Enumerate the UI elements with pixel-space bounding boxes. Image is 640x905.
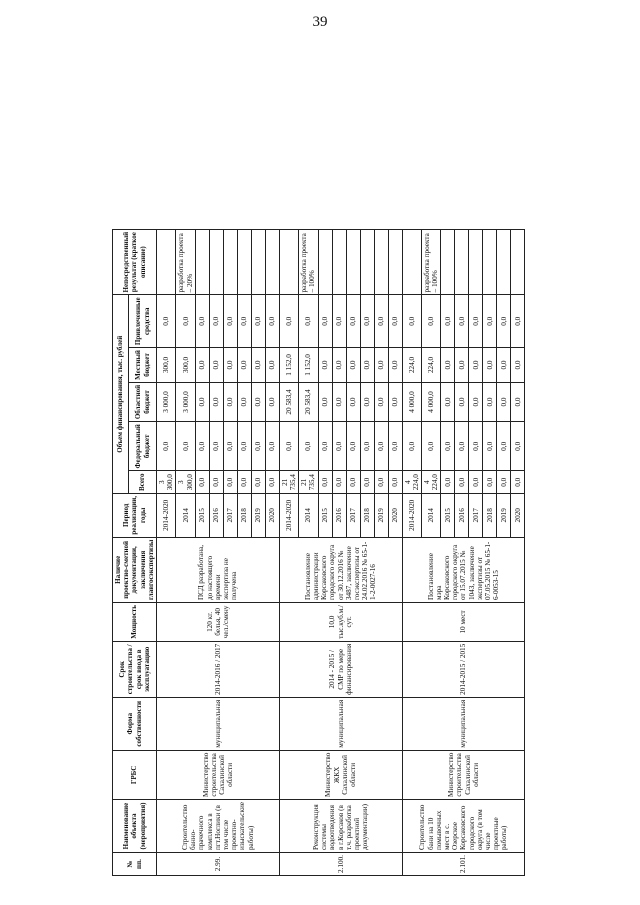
cell-regional: 0,0 (195, 382, 209, 421)
project-number: 2.100. (279, 853, 402, 876)
cell-regional: 0,0 (374, 382, 388, 421)
cell-result (511, 229, 525, 295)
cell-period: 2018 (483, 493, 497, 537)
cell-local: 0,0 (511, 348, 525, 383)
cell-other: 0,0 (388, 295, 402, 348)
cell-regional: 0,0 (483, 382, 497, 421)
cell-other: 0,0 (332, 295, 346, 348)
cell-period: 2020 (265, 493, 279, 537)
cell-other: 0,0 (497, 295, 511, 348)
project-capacity: 10 мест (402, 603, 525, 642)
cell-total: 0,0 (360, 471, 374, 493)
header-local: Местный бюджет (129, 348, 157, 383)
cell-result (223, 229, 237, 295)
cell-federal: 0,0 (299, 422, 318, 471)
cell-period: 2019 (251, 493, 265, 537)
cell-local: 0,0 (251, 348, 265, 383)
cell-regional: 0,0 (237, 382, 251, 421)
cell-local: 0,0 (441, 348, 455, 383)
project-name: Строительство банно-прачечного комплекса в пгт.Ноглики (в том числе проектно-изыскательские работы) (157, 800, 280, 853)
cell-period: 2017 (346, 493, 360, 537)
cell-other: 0,0 (360, 295, 374, 348)
cell-total: 0,0 (511, 471, 525, 493)
header-financing: Объем финансирования, тыс. рублей (113, 295, 129, 494)
cell-total: 0,0 (251, 471, 265, 493)
cell-regional: 3 000,0 (157, 382, 176, 421)
cell-federal: 0,0 (251, 422, 265, 471)
cell-period: 2020 (511, 493, 525, 537)
cell-local: 300,0 (157, 348, 176, 383)
cell-federal: 0,0 (455, 422, 469, 471)
cell-federal: 0,0 (497, 422, 511, 471)
project-name: Строительство бани на 10 помывочных мест в с. Озерское Корсаковского городского округа (в том числе проектные работы) (402, 800, 525, 853)
cell-other: 0,0 (374, 295, 388, 348)
cell-federal: 0,0 (441, 422, 455, 471)
cell-local: 0,0 (346, 348, 360, 383)
cell-local: 0,0 (209, 348, 223, 383)
cell-result (469, 229, 483, 295)
cell-other: 0,0 (318, 295, 332, 348)
table-row (402, 229, 421, 875)
header-regional: Областной бюджет (129, 382, 157, 421)
cell-local: 0,0 (265, 348, 279, 383)
project-docs: Постановление мэра Корсаковского городского округа от 15.07.2015 № 1043, заключение экспертизы от 07.05.2015 № 65-1-6-0053-15 (402, 537, 525, 602)
cell-local: 1 152,0 (299, 348, 318, 383)
cell-other: 0,0 (251, 295, 265, 348)
cell-total: 0,0 (209, 471, 223, 493)
cell-other: 0,0 (176, 295, 195, 348)
cell-total: 4 224,0 (402, 471, 421, 493)
cell-local: 0,0 (388, 348, 402, 383)
cell-result (209, 229, 223, 295)
cell-other: 0,0 (402, 295, 421, 348)
cell-local: 0,0 (318, 348, 332, 383)
cell-other: 0,0 (195, 295, 209, 348)
cell-local: 0,0 (374, 348, 388, 383)
cell-regional: 0,0 (265, 382, 279, 421)
cell-local: 224,0 (422, 348, 441, 383)
cell-total: 0,0 (195, 471, 209, 493)
financing-table (112, 229, 525, 876)
project-ownership: муниципальная (402, 697, 525, 750)
cell-result (388, 229, 402, 295)
cell-other: 0,0 (223, 295, 237, 348)
cell-regional: 0,0 (360, 382, 374, 421)
cell-total: 0,0 (265, 471, 279, 493)
cell-regional: 0,0 (388, 382, 402, 421)
header-result: Непосредственный результат (краткое описание) (113, 229, 157, 295)
cell-period: 2014 (176, 493, 195, 537)
header-period: Период реализации, годы (113, 493, 157, 537)
cell-period: 2014-2020 (402, 493, 421, 537)
cell-total: 0,0 (237, 471, 251, 493)
project-capacity: 120 кг. белья, 40 чел./смену (157, 603, 280, 642)
project-grbs: Министерство ЖКХ Сахалинской области (279, 750, 402, 799)
cell-regional: 0,0 (332, 382, 346, 421)
cell-local: 0,0 (360, 348, 374, 383)
project-name: Реконструкция системы водоотведения в г.Корсаков (в т.ч. разработка проектной документации) (279, 800, 402, 853)
cell-local: 0,0 (483, 348, 497, 383)
cell-other: 0,0 (279, 295, 298, 348)
cell-other: 0,0 (483, 295, 497, 348)
header-capacity: Мощность (113, 603, 157, 642)
cell-period: 2014-2020 (279, 493, 298, 537)
cell-result (402, 229, 421, 295)
cell-result (455, 229, 469, 295)
cell-local: 1 152,0 (279, 348, 298, 383)
cell-result: разработка проекта – 100% (422, 229, 441, 295)
cell-result (497, 229, 511, 295)
cell-regional: 4 000,0 (422, 382, 441, 421)
cell-total: 4 224,0 (422, 471, 441, 493)
cell-other: 0,0 (237, 295, 251, 348)
cell-total: 0,0 (374, 471, 388, 493)
cell-other: 0,0 (441, 295, 455, 348)
cell-federal: 0,0 (195, 422, 209, 471)
cell-federal: 0,0 (402, 422, 421, 471)
cell-result (441, 229, 455, 295)
cell-other: 0,0 (265, 295, 279, 348)
cell-regional: 0,0 (455, 382, 469, 421)
cell-total: 0,0 (318, 471, 332, 493)
cell-federal: 0,0 (346, 422, 360, 471)
cell-period: 2017 (469, 493, 483, 537)
cell-federal: 0,0 (469, 422, 483, 471)
cell-total: 0,0 (455, 471, 469, 493)
cell-federal: 0,0 (422, 422, 441, 471)
cell-total: 3 300,0 (176, 471, 195, 493)
cell-result (265, 229, 279, 295)
table-row (279, 229, 298, 875)
cell-total: 21 735,4 (299, 471, 318, 493)
cell-result (251, 229, 265, 295)
cell-total: 21 735,4 (279, 471, 298, 493)
cell-period: 2018 (237, 493, 251, 537)
cell-period: 2018 (360, 493, 374, 537)
cell-other: 0,0 (455, 295, 469, 348)
header-no: № пп. (113, 853, 157, 876)
project-grbs: Министерство строительства Сахалинской области (402, 750, 525, 799)
project-term: 2014-2016 / 2017 (157, 641, 280, 697)
cell-federal: 0,0 (483, 422, 497, 471)
cell-period: 2019 (374, 493, 388, 537)
cell-period: 2017 (223, 493, 237, 537)
cell-total: 0,0 (441, 471, 455, 493)
header-federal: Федеральный бюджет (129, 422, 157, 471)
project-ownership: муниципальная (157, 697, 280, 750)
cell-other: 0,0 (511, 295, 525, 348)
header-grbs: ГРБС (113, 750, 157, 799)
cell-local: 0,0 (237, 348, 251, 383)
cell-regional: 20 583,4 (279, 382, 298, 421)
cell-period: 2019 (497, 493, 511, 537)
project-docs: Постановление администрации Корсаковского городского округа от 30.12.2016 № 3487, заключение госэкспертизы от 24.02.2016 № 65-1-1-2-0027-16 (279, 537, 402, 602)
cell-period: 2015 (318, 493, 332, 537)
project-grbs: Министерство строительства Сахалинской области (157, 750, 280, 799)
cell-federal: 0,0 (279, 422, 298, 471)
project-number: 2.99. (157, 853, 280, 876)
cell-local: 0,0 (223, 348, 237, 383)
cell-federal: 0,0 (511, 422, 525, 471)
cell-total: 0,0 (388, 471, 402, 493)
cell-period: 2015 (195, 493, 209, 537)
cell-other: 0,0 (346, 295, 360, 348)
rotated-table-holder (112, 229, 525, 876)
cell-regional: 0,0 (346, 382, 360, 421)
cell-total: 0,0 (497, 471, 511, 493)
cell-local: 0,0 (332, 348, 346, 383)
cell-local: 0,0 (455, 348, 469, 383)
cell-federal: 0,0 (360, 422, 374, 471)
project-ownership: муниципальная (279, 697, 402, 750)
cell-period: 2016 (209, 493, 223, 537)
cell-result (374, 229, 388, 295)
cell-total: 0,0 (332, 471, 346, 493)
project-term: 2014 - 2015 / СМР по мере финансирования (279, 641, 402, 697)
cell-regional: 0,0 (209, 382, 223, 421)
header-other: Привлеченные средства (129, 295, 157, 348)
cell-other: 0,0 (299, 295, 318, 348)
cell-result (237, 229, 251, 295)
cell-federal: 0,0 (237, 422, 251, 471)
cell-federal: 0,0 (157, 422, 176, 471)
cell-regional: 0,0 (469, 382, 483, 421)
project-capacity: 10,0 тыс.куб.м./сут. (279, 603, 402, 642)
cell-total: 3 300,0 (157, 471, 176, 493)
cell-result (346, 229, 360, 295)
cell-total: 0,0 (483, 471, 497, 493)
cell-period: 2014 (422, 493, 441, 537)
cell-federal: 0,0 (388, 422, 402, 471)
header-docs: Наличие проектно-сметной документации, заключения главгосэкспертизы (113, 537, 157, 602)
header-ownership: Форма собственности (113, 697, 157, 750)
cell-federal: 0,0 (223, 422, 237, 471)
cell-result (332, 229, 346, 295)
cell-result (360, 229, 374, 295)
cell-regional: 0,0 (497, 382, 511, 421)
page-number: 39 (312, 14, 328, 30)
project-number: 2.101. (402, 853, 525, 876)
header-name: Наименование объекта (мероприятия) (113, 800, 157, 853)
cell-federal: 0,0 (318, 422, 332, 471)
cell-result (279, 229, 298, 295)
cell-local: 0,0 (497, 348, 511, 383)
cell-local: 300,0 (176, 348, 195, 383)
header-term: Срок строительства / срок ввода в эксплуатацию (113, 641, 157, 697)
project-docs: ПСД разработана, до настоящего времени экспертиза не получена (157, 537, 280, 602)
cell-period: 2020 (388, 493, 402, 537)
cell-federal: 0,0 (209, 422, 223, 471)
cell-federal: 0,0 (332, 422, 346, 471)
cell-regional: 0,0 (511, 382, 525, 421)
cell-period: 2014 (299, 493, 318, 537)
cell-result: разработка проекта – 100% (299, 229, 318, 295)
cell-result (318, 229, 332, 295)
cell-result: разработка проекта – 20% (176, 229, 195, 295)
header-total: Всего (129, 471, 157, 493)
cell-regional: 4 000,0 (402, 382, 421, 421)
project-term: 2014-2015 / 2015 (402, 641, 525, 697)
cell-other: 0,0 (209, 295, 223, 348)
cell-result (195, 229, 209, 295)
cell-total: 0,0 (469, 471, 483, 493)
cell-regional: 20 583,4 (299, 382, 318, 421)
table-body (157, 229, 525, 875)
table-row (157, 229, 176, 875)
cell-regional: 0,0 (251, 382, 265, 421)
cell-period: 2016 (332, 493, 346, 537)
cell-federal: 0,0 (374, 422, 388, 471)
cell-total: 0,0 (346, 471, 360, 493)
cell-local: 0,0 (469, 348, 483, 383)
cell-other: 0,0 (469, 295, 483, 348)
cell-other: 0,0 (422, 295, 441, 348)
cell-regional: 0,0 (223, 382, 237, 421)
cell-result (157, 229, 176, 295)
cell-regional: 3 000,0 (176, 382, 195, 421)
cell-other: 0,0 (157, 295, 176, 348)
cell-period: 2016 (455, 493, 469, 537)
cell-local: 0,0 (195, 348, 209, 383)
cell-total: 0,0 (223, 471, 237, 493)
cell-federal: 0,0 (176, 422, 195, 471)
cell-period: 2014-2020 (157, 493, 176, 537)
cell-result (483, 229, 497, 295)
cell-regional: 0,0 (441, 382, 455, 421)
cell-regional: 0,0 (318, 382, 332, 421)
cell-local: 224,0 (402, 348, 421, 383)
cell-period: 2015 (441, 493, 455, 537)
cell-federal: 0,0 (265, 422, 279, 471)
